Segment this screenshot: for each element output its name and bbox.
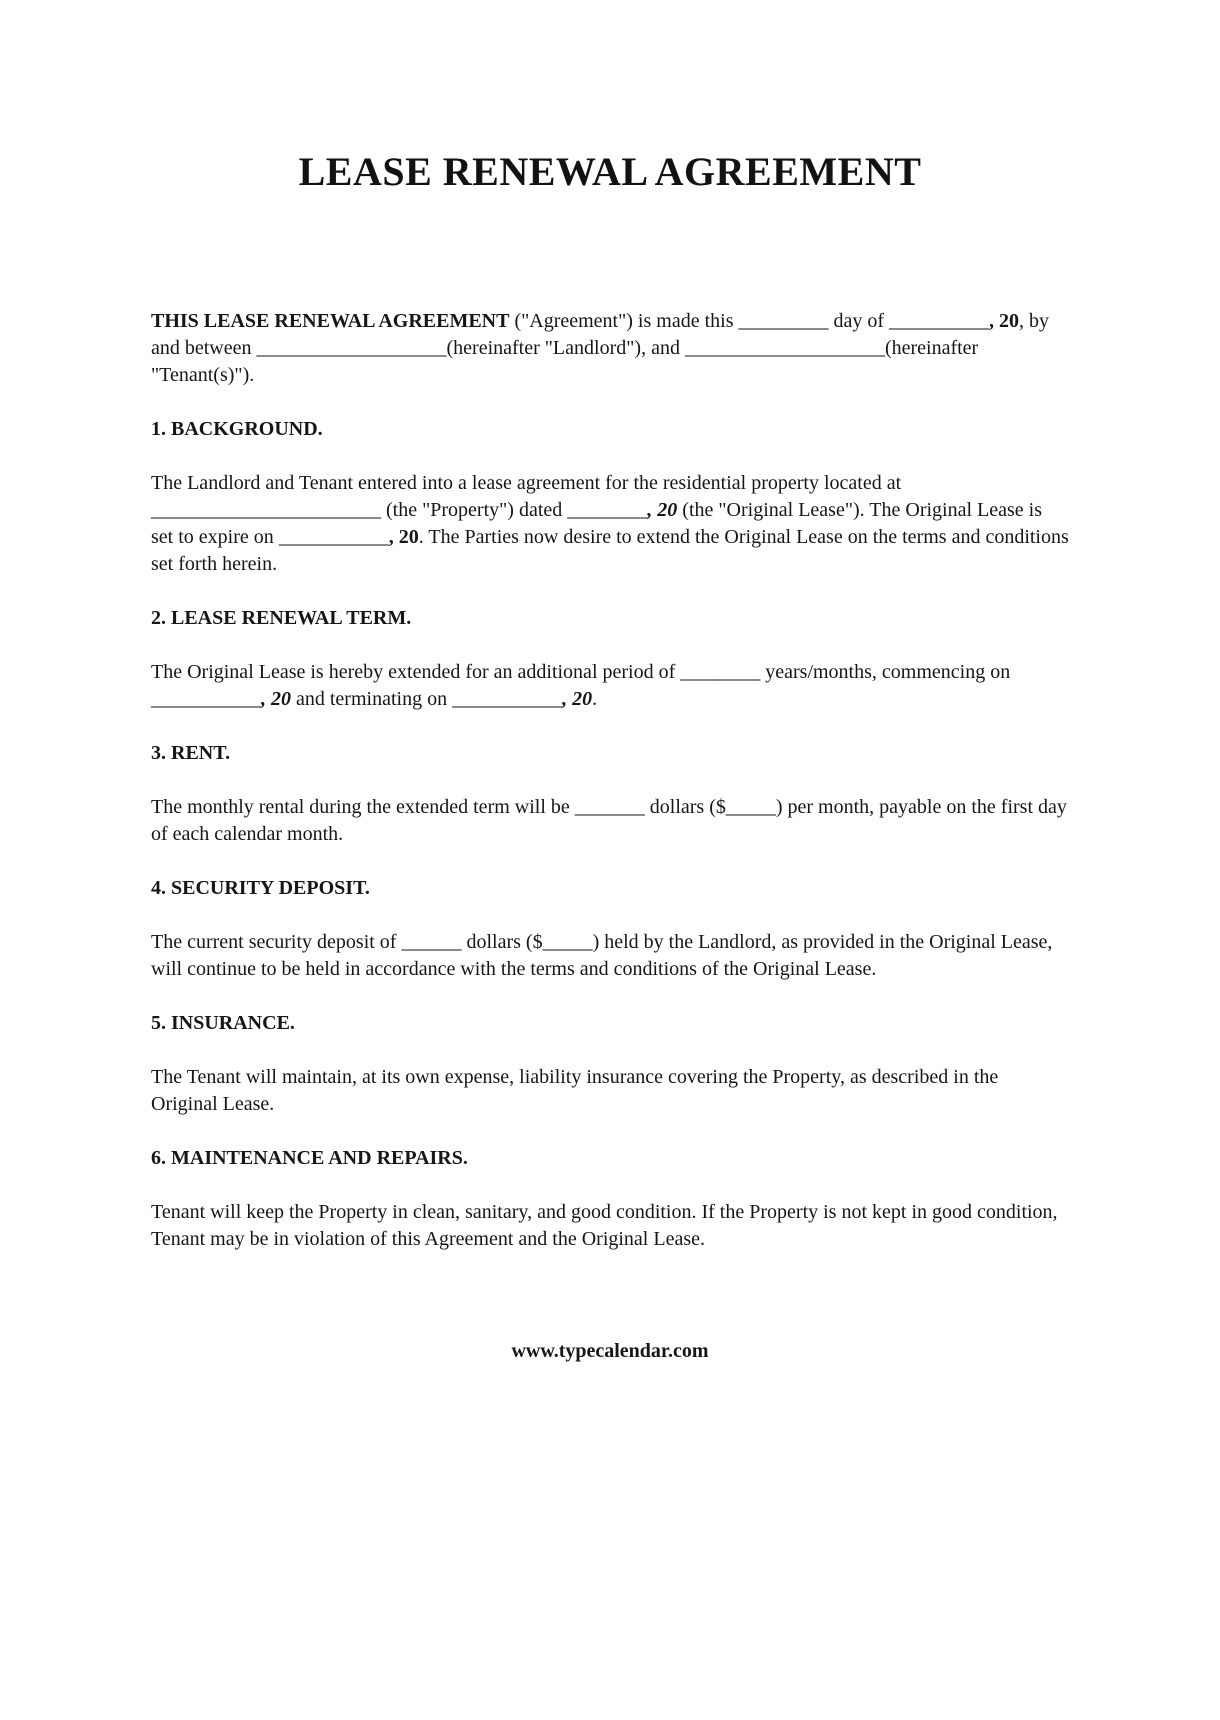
text-segment: . The Parties now desire to extend the Original Lease on the terms and conditions set forth herein. (151, 526, 1069, 575)
text-segment: , 20 (647, 499, 678, 521)
text-segment: THIS LEASE RENEWAL AGREEMENT (151, 310, 510, 332)
section-heading-background: 1. BACKGROUND. (151, 418, 323, 440)
section-heading-maintenance-and-repairs: 6. MAINTENANCE AND REPAIRS. (151, 1147, 468, 1169)
section-maintenance-and-repairs (151, 1145, 1069, 1253)
section-paragraph-rent (151, 794, 1069, 848)
text-segment: The Original Lease is hereby extended for an additional period of ________ years/months, commencing on ___________ (151, 661, 1011, 710)
section-lease-renewal-term (151, 605, 1069, 713)
text-segment: , 20 (388, 526, 419, 548)
section-security-deposit (151, 875, 1069, 983)
section-insurance (151, 1010, 1069, 1118)
text-segment: , 20 (989, 310, 1020, 332)
section-paragraph-lease-renewal-term (151, 659, 1069, 713)
section-paragraph-maintenance-and-repairs (151, 1199, 1069, 1253)
section-paragraph-security-deposit (151, 929, 1069, 983)
text-segment: . (592, 688, 598, 710)
text-segment: Tenant will keep the Property in clean, sanitary, and good condition. If the Property is not kept in good condition, Tenant may be in violation of this Agreement and the Original Lease. (151, 1201, 1058, 1250)
text-segment: ("Agreement") is made this _________ day of __________ (509, 310, 990, 332)
section-heading-rent: 3. RENT. (151, 742, 231, 764)
section-background (151, 416, 1069, 578)
section-rent (151, 740, 1069, 848)
text-segment: The Landlord and Tenant entered into a lease agreement for the residential property located at _______________________ (the "Property") dated ________ (151, 472, 902, 521)
text-segment: and terminating on ___________ (291, 688, 563, 710)
text-segment: , 20 (562, 688, 593, 710)
text-segment: The monthly rental during the extended term will be _______ dollars ($_____) per month, payable on the first day of each calendar month. (151, 796, 1067, 845)
footer-url: www.typecalendar.com (511, 1340, 709, 1362)
text-segment: The Tenant will maintain, at its own expense, liability insurance covering the Property, as described in the Original Lease. (151, 1066, 999, 1115)
text-segment: (the "Original Lease"). The Original Lease is set to expire on ___________ (151, 499, 1042, 548)
section-heading-lease-renewal-term: 2. LEASE RENEWAL TERM. (151, 607, 412, 629)
section-paragraph-background (151, 470, 1069, 578)
opening-paragraph (151, 308, 1069, 389)
section-heading-insurance: 5. INSURANCE. (151, 1012, 295, 1034)
text-segment: , 20 (261, 688, 291, 710)
section-paragraph-insurance (151, 1064, 1069, 1118)
section-heading-security-deposit: 4. SECURITY DEPOSIT. (151, 877, 370, 899)
document-page (0, 148, 1220, 1720)
document-title: LEASE RENEWAL AGREEMENT (298, 149, 922, 194)
text-segment: , by and between ___________________(hereinafter "Landlord"), and ____________________(hereinafter "Tenant(s)"). (151, 310, 1050, 386)
text-segment: The current security deposit of ______ dollars ($_____) held by the Landlord, as provided in the Original Lease, will continue to be held in accordance with the terms and conditions of the Original Lease. (151, 931, 1053, 980)
